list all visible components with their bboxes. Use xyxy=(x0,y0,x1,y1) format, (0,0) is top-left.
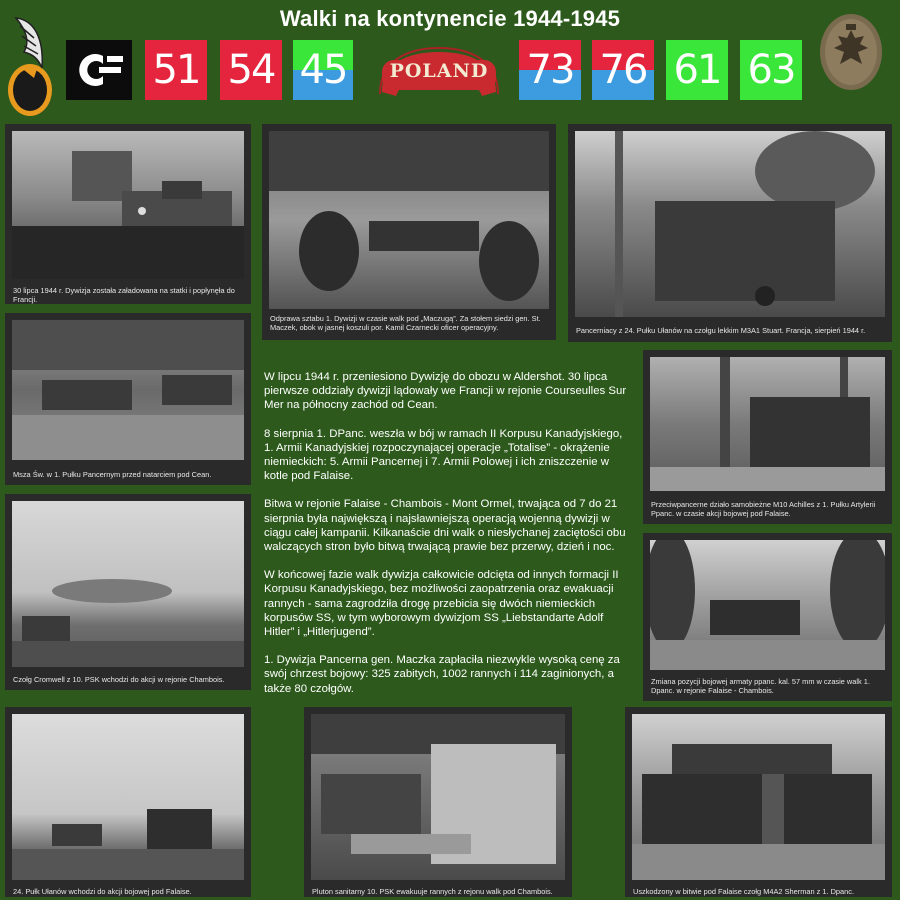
photo-medical-platoon xyxy=(311,714,565,880)
photo-cromwell-tank xyxy=(12,501,244,667)
photo-tank-loading-ship xyxy=(12,131,244,279)
photo-staff-briefing xyxy=(269,131,549,309)
article-paragraph: Bitwa w rejonie Falaise - Chambois - Mont Ormel, trwająca od 7 do 21 sierpnia była największą i najsławniejszą operacją wojenną dywizji w ciągu całej kampanii. Kilkanaście dni walk o niesłychanej zaciętości obu walczących stron było bitwą trwającą prawie bez przerwy, dzień i noc. xyxy=(264,498,626,554)
photo-caption: Uszkodzony w bitwie pod Falaise czołg M4A2 Sherman z 1. Dpanc. xyxy=(633,887,855,896)
photo-m10-achilles xyxy=(650,357,885,491)
photo-caption: 24. Pułk Ułanów wchodzi do akcji bojowej pod Falaise. xyxy=(13,887,192,896)
photo-uhlans-advance xyxy=(12,714,244,880)
page-title: Walki na kontynencie 1944-1945 xyxy=(279,6,621,31)
photo-caption: Czołg Cromwell z 10. PSK wchodzi do akcji w rejonie Chambois. xyxy=(13,675,225,684)
article-paragraph: 1. Dywizja Pancerna gen. Maczka zapłaciła niezwykle wysoką cenę za swój chrzest bojowy: 325 zabitych, 1002 rannych i 114 zaginionych, a także 80 czołgów. xyxy=(264,654,620,695)
division-symbol-icon xyxy=(73,50,125,90)
photo-panel xyxy=(5,707,251,897)
photo-panel xyxy=(5,494,251,690)
hussar-wing-emblem xyxy=(4,8,56,118)
photo-panel xyxy=(643,350,892,524)
unit-badge-54: 54 xyxy=(220,40,282,100)
photo-panel xyxy=(625,707,892,897)
unit-badge-76: 76 xyxy=(592,40,654,100)
photo-stuart-tank-crew xyxy=(575,131,885,317)
photo-panel xyxy=(304,707,572,897)
poland-patch-label: POLAND xyxy=(389,60,489,82)
unit-badge-51: 51 xyxy=(145,40,207,100)
eagle-emblem xyxy=(818,12,884,92)
photo-caption: 30 lipca 1944 r. Dywizja została załadowana na statki i popłynęła do Francji. xyxy=(13,286,235,304)
photo-caption: Odprawa sztabu 1. Dywizji w czasie walk pod „Maczugą”. Za stołem siedzi gen. St. Maczek, obok w jasnej koszuli por. Kamil Czarnecki oficer operacyjny. xyxy=(270,314,541,332)
photo-damaged-sherman xyxy=(632,714,885,880)
photo-caption: Msza Św. w 1. Pułku Pancernym przed natarciem pod Cean. xyxy=(13,470,212,479)
article-paragraph: W lipcu 1944 r. przeniesiono Dywizję do obozu w Aldershot. 30 lipca pierwsze oddziały dywizji lądowały we Francji w rejonie Courseulles Sur Mer na północny zachód od Cean. xyxy=(264,371,627,412)
division-sign-badge xyxy=(66,40,132,100)
photo-caption: Przeciwpancerne działo samobieżne M10 Achilles z 1. Pułku Artylerii Ppanc. w czasie akcji bojowej pod Falaise. xyxy=(651,500,876,518)
photo-caption: Pluton sanitarny 10. PSK ewakuuje rannych z rejonu walk pod Chambois. xyxy=(312,887,553,896)
article-paragraph: W końcowej fazie walk dywizja całkowicie odcięta od innych formacji II Korpusu Kanadyjskiego, bez możliwości zaopatrzenia oraz ewakuacji rannych - sama zagrodziła drogę przebicia się dwóch niemieckich korpusów SS, w tym wyborowym dywizjom SS „Liebstandarte Adolf Hitler” i „Hitlerjugend”. xyxy=(264,569,619,639)
photo-panel xyxy=(568,124,892,342)
article-paragraph: 8 sierpnia 1. DPanc. weszła w bój w ramach II Korpusu Kanadyjskiego, 1. Armii Kanadyjskiej rozpoczynającej operacje „Totalise” - okrążenie niemieckich: 5. Armii Pancernej i 7. Armii Polowej i ich zniszczenie w kotle pod Falaise. xyxy=(264,427,623,483)
photo-caption: Zmiana pozycji bojowej armaty ppanc. kal. 57 mm w czasie walk 1. Dpanc. w rejonie Falaise - Chambois. xyxy=(651,677,870,695)
unit-badge-45: 45 xyxy=(293,40,353,100)
photo-field-mass xyxy=(12,320,244,460)
photo-panel xyxy=(5,124,251,304)
article-body xyxy=(264,370,634,710)
unit-badge-73: 73 xyxy=(519,40,581,100)
unit-badge-63: 63 xyxy=(740,40,802,100)
photo-caption: Pancerniacy z 24. Pułku Ułanów na czołgu lekkim M3A1 Stuart. Francja, sierpień 1944 r. xyxy=(576,326,866,335)
unit-badge-61: 61 xyxy=(666,40,728,100)
photo-panel xyxy=(643,533,892,701)
photo-antitank-gun xyxy=(650,540,885,670)
photo-panel xyxy=(5,313,251,485)
photo-panel xyxy=(262,124,556,340)
